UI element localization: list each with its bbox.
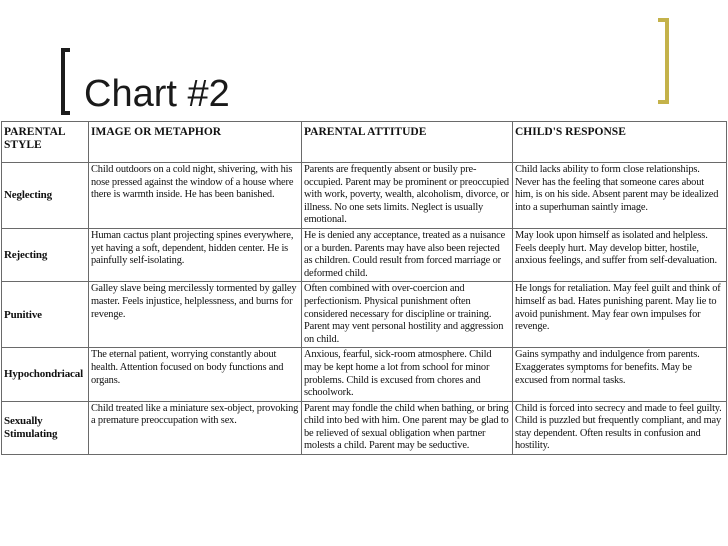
table-row <box>2 163 727 229</box>
cell-attitude: Parent may fondle the child when bathing, or bring child into bed with him. One parent may be glad to be relieved of sexual obligation when partner molests a child. Parent may be seductive. <box>302 401 513 454</box>
cell-attitude: Often combined with over-coercion and perfectionism. Physical punishment often considered necessary for discipline or training. Parent may vent personal hostility and aggression on child. <box>302 282 513 348</box>
table-row <box>2 348 727 401</box>
cell-response: Child lacks ability to form close relationships. Never has the feeling that someone cares about him, is on his side. Absent parent may be idealized into a superhuman saintly image. <box>513 163 727 229</box>
cell-image: Child outdoors on a cold night, shivering, with his nose pressed against the window of a house where there is warmth inside. He has been banished. <box>89 163 302 229</box>
cell-image: Galley slave being mercilessly tormented by galley master. Feels injustice, helplessness, and burns for revenge. <box>89 282 302 348</box>
cell-style: Sexually Stimulating <box>2 401 89 454</box>
cell-image: Human cactus plant projecting spines everywhere, yet having a soft, dependent, hidden center. He is painfully self-isolating. <box>89 228 302 281</box>
cell-style: Punitive <box>2 282 89 348</box>
left-bracket-decoration <box>61 48 70 115</box>
table-row <box>2 282 727 348</box>
right-bracket-decoration <box>658 18 669 104</box>
cell-image: Child treated like a miniature sex-object, provoking a premature preoccupation with sex. <box>89 401 302 454</box>
cell-attitude: Anxious, fearful, sick-room atmosphere. Child may be kept home a lot from school for minor problems. Child is excused from chores and schoolwork. <box>302 348 513 401</box>
cell-style: Neglecting <box>2 163 89 229</box>
header-parental-attitude: PARENTAL ATTITUDE <box>302 122 513 163</box>
parental-style-table <box>1 121 727 455</box>
cell-style: Hypochondriacal <box>2 348 89 401</box>
cell-response: May look upon himself as isolated and helpless. Feels deeply hurt. May develop bitter, hostile, anxious feelings, and suffer from self-devaluation. <box>513 228 727 281</box>
header-childs-response: CHILD'S RESPONSE <box>513 122 727 163</box>
cell-image: The eternal patient, worrying constantly about health. Attention focused on body functions and organs. <box>89 348 302 401</box>
header-image-or-metaphor: IMAGE OR METAPHOR <box>89 122 302 163</box>
table-row <box>2 228 727 281</box>
table-row <box>2 401 727 454</box>
header-parental-style: PARENTAL STYLE <box>2 122 89 163</box>
cell-attitude: Parents are frequently absent or busily pre-occupied. Parent may be prominent or preoccupied with work, poverty, wealth, alcoholism, divorce, or illness. No one sets limits. Neglect is usually emotional. <box>302 163 513 229</box>
slide-title: Chart #2 <box>84 73 230 115</box>
cell-response: Child is forced into secrecy and made to feel guilty. Child is puzzled but frequently compliant, and may stay dependent. Often results in confusion and hostility. <box>513 401 727 454</box>
table-header-row <box>2 122 727 163</box>
cell-attitude: He is denied any acceptance, treated as a nuisance or a burden. Parents may have also been rejected as children. Could result from forced marriage or deformed child. <box>302 228 513 281</box>
cell-response: Gains sympathy and indulgence from parents. Exaggerates symptoms for benefits. May be excused from normal tasks. <box>513 348 727 401</box>
cell-style: Rejecting <box>2 228 89 281</box>
cell-response: He longs for retaliation. May feel guilt and think of himself as bad. Hates punishing parent. May lie to avoid punishment. May fear own impulses for revenge. <box>513 282 727 348</box>
